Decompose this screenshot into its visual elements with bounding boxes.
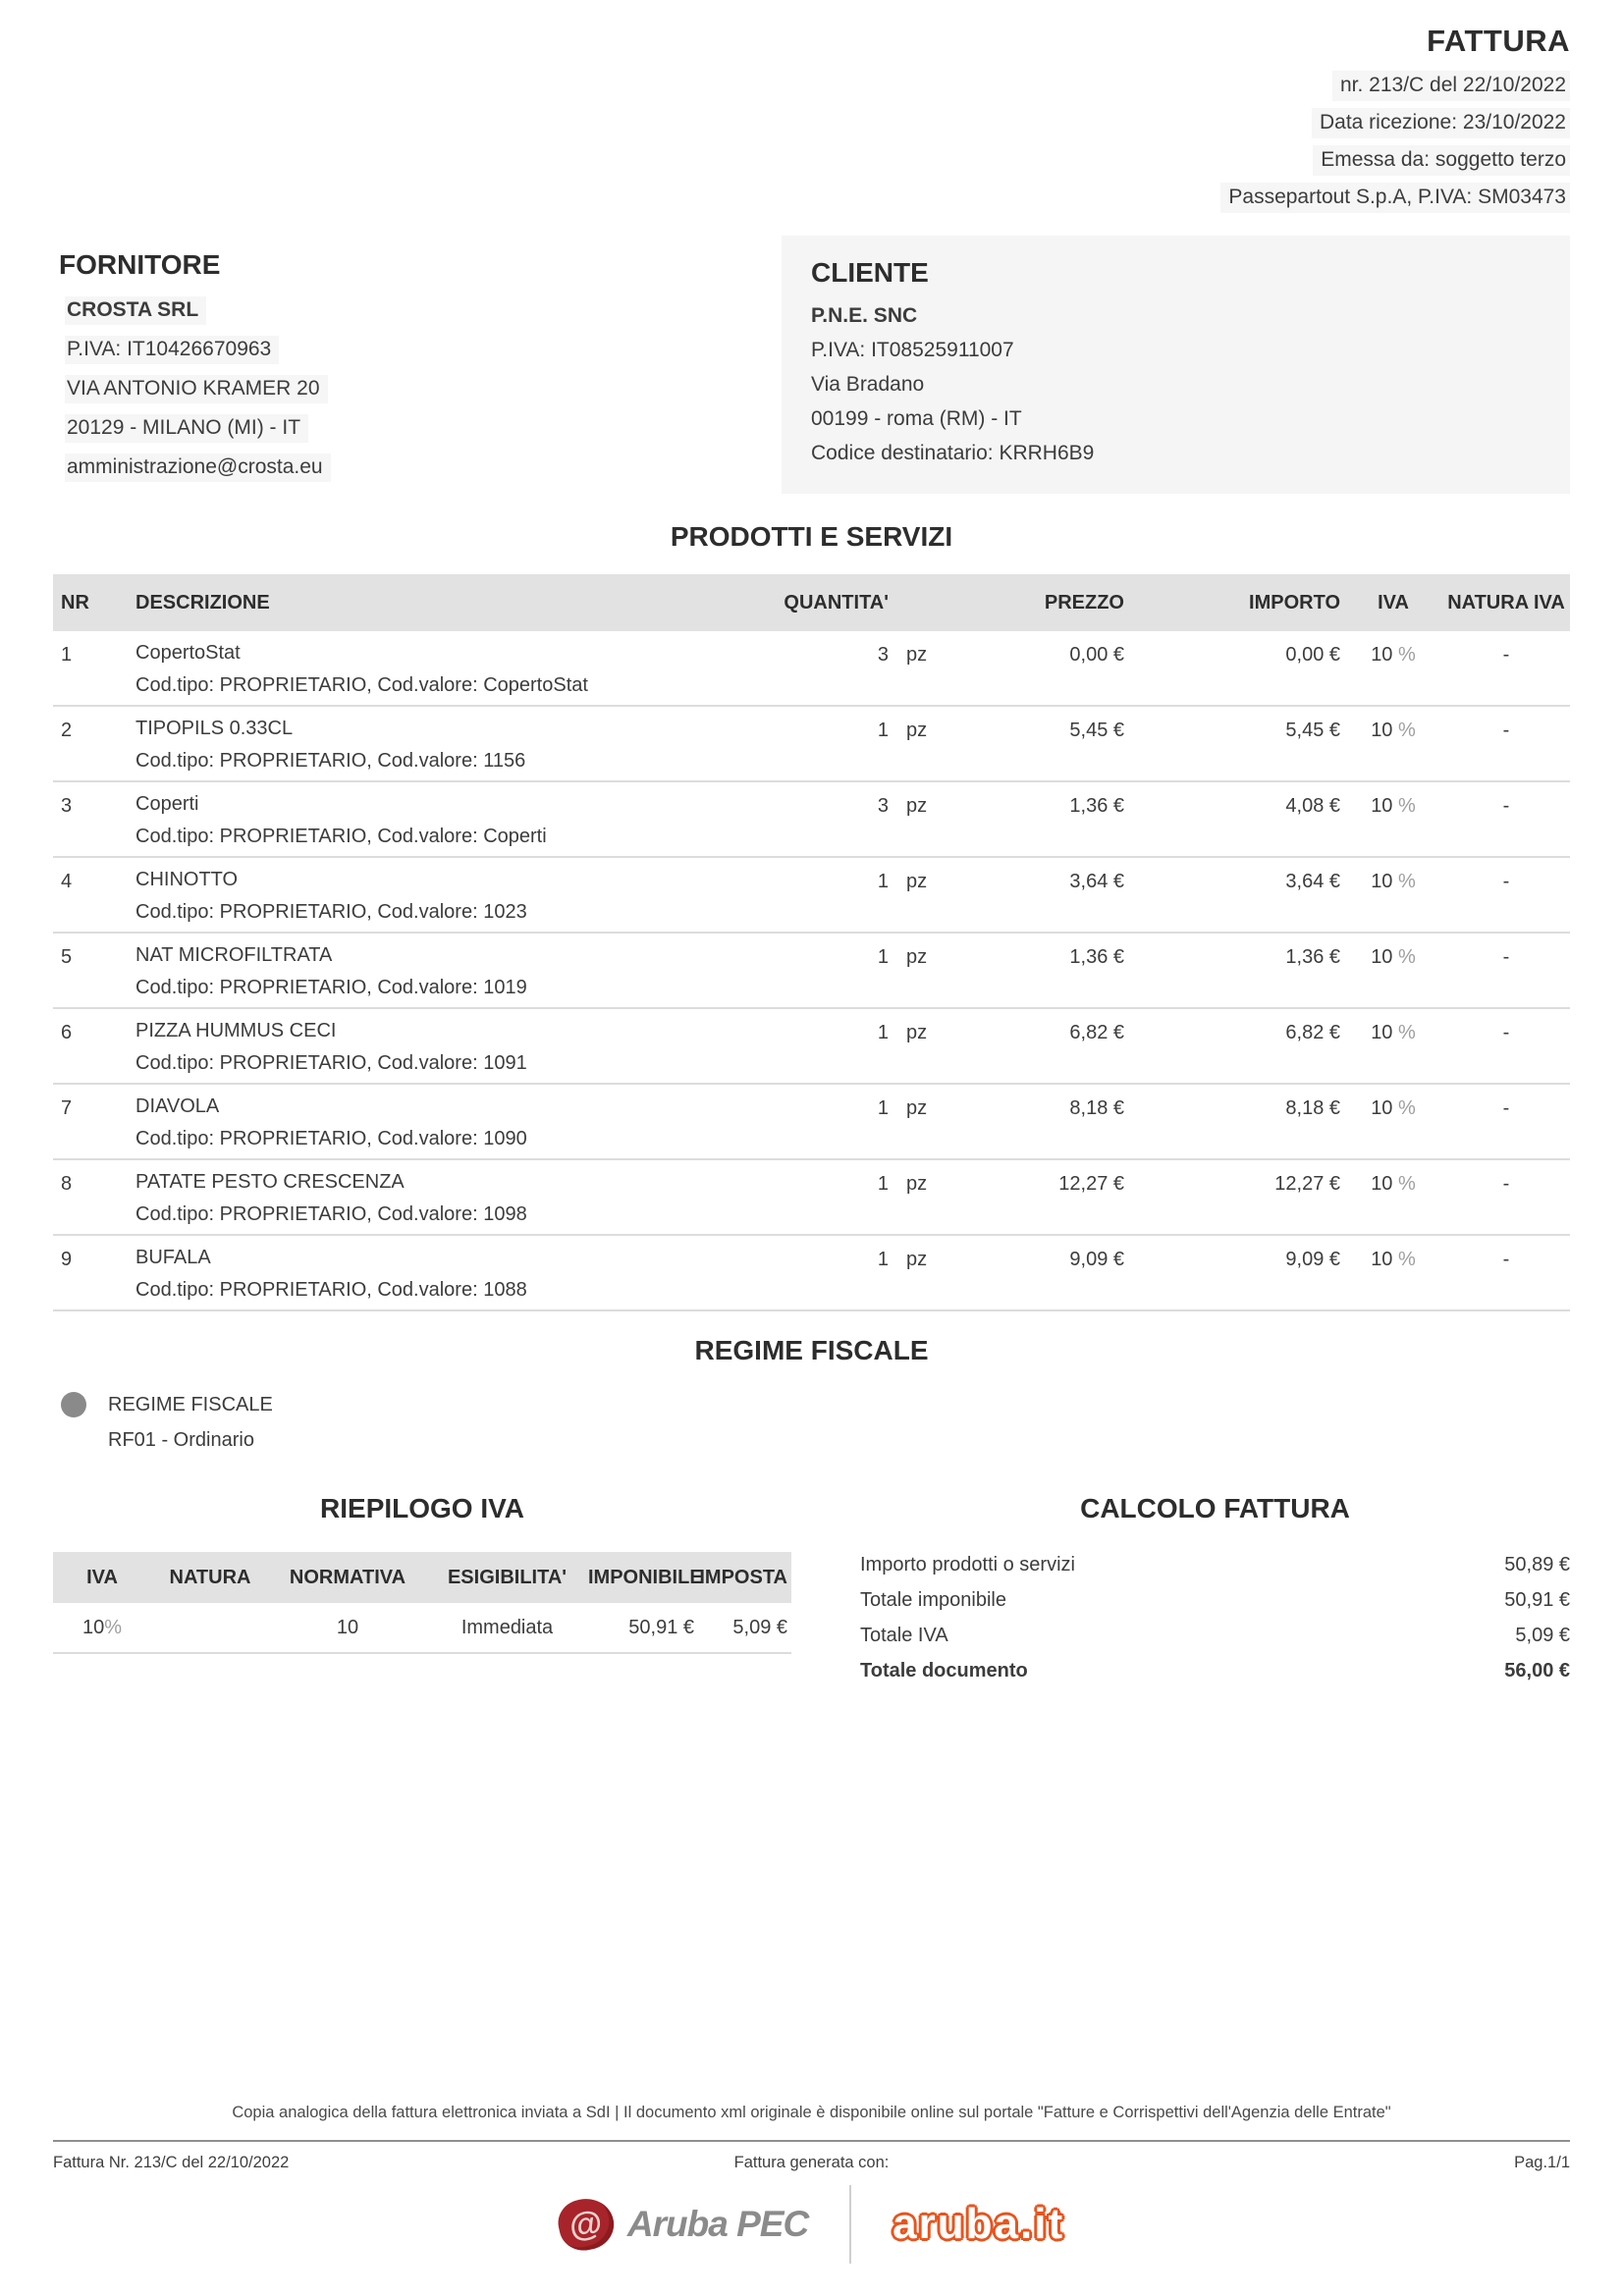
product-name: DIAVOLA [135, 1095, 220, 1117]
table-row [53, 934, 1570, 1009]
product-amount: 12,27 € [1274, 1173, 1340, 1195]
product-price: 9,09 € [1069, 1249, 1124, 1270]
product-nr: 2 [61, 720, 73, 741]
customer-title: CLIENTE [811, 257, 929, 288]
product-amount: 0,00 € [1285, 644, 1340, 666]
product-code: Cod.tipo: PROPRIETARIO, Cod.valore: 1088 [135, 1279, 527, 1301]
product-description [132, 1095, 775, 1150]
customer-city: 00199 - roma (RM) - IT [811, 407, 1022, 430]
parties-section [53, 236, 1570, 494]
intermediary: Passepartout S.p.A, P.IVA: SM03473 [1220, 183, 1570, 213]
product-nr: 5 [61, 946, 73, 968]
regime-bullet-icon [61, 1392, 86, 1417]
header-imponibile: IMPONIBILE [588, 1566, 703, 1588]
percent-sign: % [104, 1616, 123, 1638]
product-qty: 1 [877, 1173, 889, 1195]
vat-summary-block [53, 1493, 791, 1695]
supplier-title: FORNITORE [59, 249, 221, 280]
product-amount: 8,18 € [1285, 1097, 1340, 1119]
calc-value: 5,09 € [1515, 1625, 1570, 1646]
page-footer [53, 2104, 1570, 2267]
customer-block [782, 236, 1570, 494]
percent-sign: % [1398, 1022, 1416, 1043]
calc-label: Totale imponibile [860, 1589, 1006, 1611]
product-vat: 10 % [1371, 946, 1416, 968]
product-name: PIZZA HUMMUS CECI [135, 1020, 337, 1041]
header-quantita: QUANTITA' [784, 591, 889, 614]
table-row [53, 631, 1570, 707]
header-iva: IVA [86, 1566, 118, 1588]
calc-row-vat-total [860, 1625, 1570, 1647]
product-nr: 6 [61, 1022, 73, 1043]
document-header [53, 24, 1570, 220]
aruba-pec-logo-text: Aruba PEC [626, 2204, 809, 2244]
product-amount: 5,45 € [1285, 720, 1340, 741]
footer-logos [53, 2182, 1570, 2267]
customer-recipient-code: Codice destinatario: KRRH6B9 [811, 442, 1095, 464]
calc-value: 50,91 € [1504, 1589, 1570, 1611]
products-table-header [53, 574, 1570, 631]
vat-normativa: 10 [336, 1616, 359, 1638]
product-name: CHINOTTO [135, 869, 239, 890]
invoice-number-line [53, 71, 1570, 101]
footer-invoice-ref: Fattura Nr. 213/C del 22/10/2022 [53, 2154, 290, 2171]
table-row [53, 1160, 1570, 1236]
product-name: NAT MICROFILTRATA [135, 944, 333, 966]
reception-date-line [53, 108, 1570, 138]
invoice-calc-block [860, 1493, 1570, 1695]
header-natura: NATURA [169, 1566, 251, 1588]
percent-sign: % [1398, 946, 1416, 968]
percent-sign: % [1398, 1173, 1416, 1195]
product-vat: 10 % [1371, 1097, 1416, 1119]
regime-item [53, 1392, 1570, 1452]
product-nr: 1 [61, 644, 73, 666]
supplier-street: VIA ANTONIO KRAMER 20 [53, 375, 782, 403]
product-description [132, 792, 775, 848]
product-unit: pz [906, 1022, 928, 1043]
product-vat-nature: - [1502, 644, 1510, 666]
product-code: Cod.tipo: PROPRIETARIO, Cod.valore: 1156 [135, 750, 526, 772]
regime-section [53, 1335, 1570, 1452]
legal-note: Copia analogica della fattura elettronica inviata a SdI | Il documento xml originale è disponibile online sul portale "Fatture e Corrispettivi dell'Agenzia delle Entrate" [232, 2104, 1391, 2121]
header-prezzo: PREZZO [1044, 591, 1124, 614]
product-code: Cod.tipo: PROPRIETARIO, Cod.valore: 1098 [135, 1203, 527, 1225]
product-unit: pz [906, 720, 928, 741]
products-table [53, 574, 1570, 1311]
table-row [53, 858, 1570, 934]
product-description [132, 1246, 775, 1302]
regime-section-title: REGIME FISCALE [694, 1335, 929, 1365]
product-nr: 3 [61, 795, 73, 817]
table-row [53, 1085, 1570, 1160]
product-price: 8,18 € [1069, 1097, 1124, 1119]
product-amount: 6,82 € [1285, 1022, 1340, 1043]
header-nr: NR [61, 591, 89, 614]
product-description [132, 1170, 775, 1226]
product-vat-nature: - [1502, 720, 1510, 741]
product-price: 5,45 € [1069, 720, 1124, 741]
summary-section [53, 1493, 1570, 1695]
product-nr: 4 [61, 871, 73, 892]
header-normativa: NORMATIVA [289, 1566, 406, 1588]
product-qty: 1 [877, 946, 889, 968]
percent-sign: % [1398, 871, 1416, 892]
product-amount: 3,64 € [1285, 871, 1340, 892]
header-importo: IMPORTO [1249, 591, 1340, 614]
footer-generated-with: Fattura generata con: [733, 2154, 890, 2171]
product-vat: 10 % [1371, 720, 1416, 741]
product-qty: 1 [877, 1022, 889, 1043]
product-unit: pz [906, 946, 928, 968]
product-vat-nature: - [1502, 795, 1510, 817]
product-name: BUFALA [135, 1247, 211, 1268]
product-price: 1,36 € [1069, 795, 1124, 817]
product-vat: 10 % [1371, 1249, 1416, 1270]
regime-label: REGIME FISCALE [108, 1394, 273, 1415]
customer-vat: P.IVA: IT08525911007 [811, 339, 1014, 361]
product-vat: 10 % [1371, 795, 1416, 817]
product-vat: 10 % [1371, 1173, 1416, 1195]
supplier-email: amministrazione@crosta.eu [53, 454, 782, 482]
logo-divider [849, 2185, 851, 2264]
calc-value: 56,00 € [1504, 1660, 1570, 1682]
header-descrizione: DESCRIZIONE [135, 591, 270, 614]
table-row [53, 707, 1570, 782]
customer-street: Via Bradano [811, 373, 925, 396]
product-code: Cod.tipo: PROPRIETARIO, Cod.valore: Coperti [135, 826, 547, 847]
product-vat: 10 % [1371, 871, 1416, 892]
product-description [132, 717, 775, 773]
product-price: 3,64 € [1069, 871, 1124, 892]
calc-value: 50,89 € [1504, 1554, 1570, 1575]
reception-date: Data ricezione: 23/10/2022 [1312, 108, 1570, 138]
aruba-it-logo: aruba.it [893, 2200, 1065, 2248]
customer-name: P.N.E. SNC [811, 304, 918, 327]
calc-row-taxable-total [860, 1589, 1570, 1612]
product-vat-nature: - [1502, 1173, 1510, 1195]
products-section-title: PRODOTTI E SERVIZI [670, 521, 953, 552]
product-amount: 1,36 € [1285, 946, 1340, 968]
product-vat-nature: - [1502, 871, 1510, 892]
invoice-number: nr. 213/C del 22/10/2022 [1332, 71, 1570, 101]
product-price: 12,27 € [1058, 1173, 1124, 1195]
header-iva: IVA [1378, 591, 1409, 614]
product-unit: pz [906, 1097, 928, 1119]
calc-row-document-total [860, 1660, 1570, 1682]
product-nr: 9 [61, 1249, 73, 1270]
issued-by: Emessa da: soggetto terzo [1313, 145, 1570, 176]
product-price: 6,82 € [1069, 1022, 1124, 1043]
product-vat-nature: - [1502, 946, 1510, 968]
product-code: Cod.tipo: PROPRIETARIO, Cod.valore: 1091 [135, 1052, 527, 1074]
vat-summary-row [53, 1603, 791, 1654]
aruba-seal-icon: @ [554, 2194, 619, 2256]
product-code: Cod.tipo: PROPRIETARIO, Cod.valore: CopertoStat [135, 674, 588, 696]
aruba-pec-logo [559, 2199, 808, 2250]
product-code: Cod.tipo: PROPRIETARIO, Cod.valore: 1090 [135, 1128, 527, 1149]
vat-imposta: 5,09 € [732, 1616, 787, 1638]
header-esigibilita: ESIGIBILITA' [447, 1566, 568, 1588]
product-qty: 1 [877, 871, 889, 892]
vat-summary-title: RIEPILOGO IVA [320, 1493, 524, 1523]
percent-sign: % [1398, 1097, 1416, 1119]
product-name: Coperti [135, 793, 199, 815]
product-vat-nature: - [1502, 1249, 1510, 1270]
product-description [132, 1019, 775, 1075]
vat-esigibilita: Immediata [460, 1616, 554, 1638]
percent-sign: % [1398, 644, 1416, 666]
product-unit: pz [906, 1173, 928, 1195]
product-code: Cod.tipo: PROPRIETARIO, Cod.valore: 1023 [135, 901, 527, 923]
table-row [53, 1009, 1570, 1085]
product-description [132, 943, 775, 999]
product-vat-nature: - [1502, 1022, 1510, 1043]
product-description [132, 868, 775, 924]
vat-summary-table [53, 1552, 791, 1654]
calc-label: Totale documento [860, 1660, 1028, 1682]
product-price: 1,36 € [1069, 946, 1124, 968]
product-qty: 3 [877, 795, 889, 817]
product-name: CopertoStat [135, 642, 241, 664]
page-number: Pag.1/1 [1514, 2154, 1570, 2171]
product-vat: 10 % [1371, 1022, 1416, 1043]
document-title: FATTURA [1427, 24, 1570, 58]
supplier-city: 20129 - MILANO (MI) - IT [53, 414, 782, 443]
product-price: 0,00 € [1069, 644, 1124, 666]
table-row [53, 1236, 1570, 1311]
vat-rate: 10% [81, 1616, 123, 1638]
calc-row-products-amount [860, 1554, 1570, 1576]
invoice-calc-title: CALCOLO FATTURA [1080, 1493, 1350, 1523]
product-amount: 9,09 € [1285, 1249, 1340, 1270]
product-nr: 7 [61, 1097, 73, 1119]
product-qty: 1 [877, 720, 889, 741]
supplier-name: CROSTA SRL [53, 296, 782, 325]
product-vat: 10 % [1371, 644, 1416, 666]
product-code: Cod.tipo: PROPRIETARIO, Cod.valore: 1019 [135, 977, 527, 998]
product-name: TIPOPILS 0.33CL [135, 718, 294, 739]
product-amount: 4,08 € [1285, 795, 1340, 817]
vat-imponibile: 50,91 € [628, 1616, 694, 1638]
issued-by-line [53, 145, 1570, 176]
table-row [53, 782, 1570, 858]
product-unit: pz [906, 871, 928, 892]
product-nr: 8 [61, 1173, 73, 1195]
percent-sign: % [1398, 795, 1416, 817]
supplier-vat: P.IVA: IT10426670963 [53, 336, 782, 364]
header-imposta: IMPOSTA [699, 1566, 787, 1588]
vat-summary-header [53, 1552, 791, 1603]
percent-sign: % [1398, 720, 1416, 741]
product-qty: 3 [877, 644, 889, 666]
product-qty: 1 [877, 1097, 889, 1119]
product-description [132, 641, 775, 697]
supplier-block [53, 236, 782, 494]
percent-sign: % [1398, 1249, 1416, 1270]
product-vat-nature: - [1502, 1097, 1510, 1119]
header-natura-iva: NATURA IVA [1447, 591, 1565, 614]
intermediary-line [53, 183, 1570, 213]
regime-value: RF01 - Ordinario [108, 1429, 254, 1451]
product-unit: pz [906, 795, 928, 817]
product-unit: pz [906, 1249, 928, 1270]
product-unit: pz [906, 644, 928, 666]
calc-label: Importo prodotti o servizi [860, 1554, 1075, 1575]
product-name: PATATE PESTO CRESCENZA [135, 1171, 405, 1193]
product-qty: 1 [877, 1249, 889, 1270]
calc-label: Totale IVA [860, 1625, 948, 1646]
products-section [53, 521, 1570, 1311]
footer-divider [53, 2140, 1570, 2142]
